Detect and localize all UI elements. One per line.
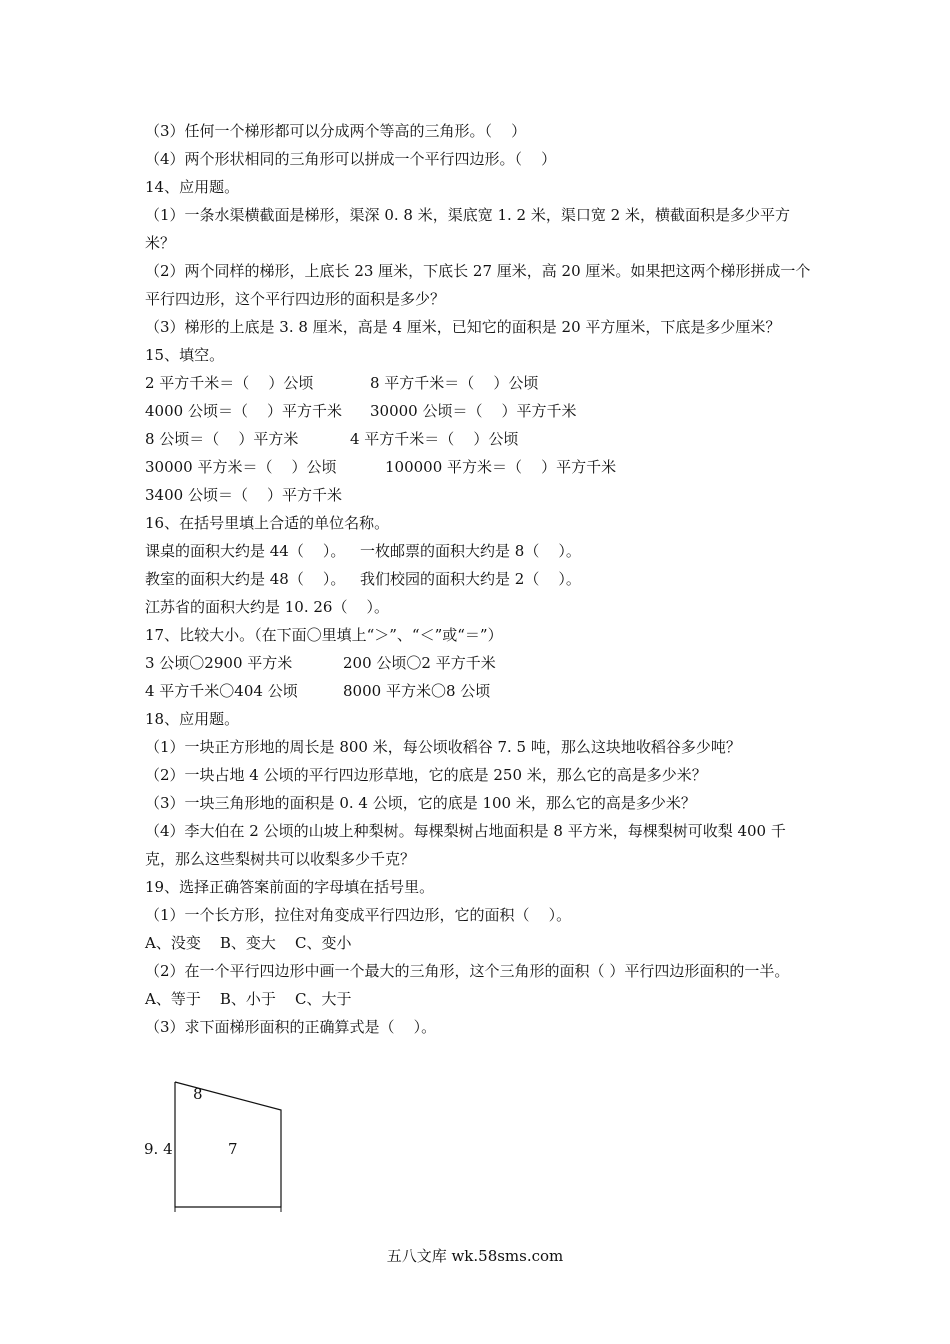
fill-item: 4000 公顷＝（ ）平方千米 (145, 402, 343, 420)
side-label: 9. 4 (144, 1140, 173, 1158)
question-18-4: （4）李大伯在 2 公顷的山坡上种梨树。每棵梨树占地面积是 8 平方米，每棵梨树可收梨 400 千克，那么这些梨树共可以收梨多少千克？ (145, 822, 786, 868)
fill-row (145, 369, 815, 397)
top-base-label: 8 (193, 1085, 203, 1103)
footer-watermark: 五八文库 wk.58sms.com (386, 1247, 564, 1265)
unit-item: 课桌的面积大约是 44（ ）。 (145, 542, 346, 560)
question-19-3: （3）求下面梯形面积的正确算式是（ ）。 (145, 1018, 437, 1036)
question-19-2-options: A、等于 B、小于 C、大于 (145, 990, 352, 1008)
compare-row (145, 649, 815, 677)
compare-item: 200 公顷〇2 平方千米 (343, 654, 496, 672)
unit-item: 我们校园的面积大约是 2（ ）。 (360, 570, 581, 588)
question-17-title: 17、比较大小。（在下面〇里填上“＞”、“＜”或“＝”） (145, 626, 503, 644)
fill-item: 30000 公顷＝（ ）平方千米 (370, 402, 577, 420)
question-13-4: （4）两个形状相同的三角形可以拼成一个平行四边形。（ ） (145, 150, 557, 168)
unit-row (145, 537, 815, 565)
question-18-1: （1）一块正方形地的周长是 800 米，每公顷收稻谷 7. 5 吨，那么这块地收稻谷多少吨？ (145, 738, 741, 756)
question-18-2: （2）一块占地 4 公顷的平行四边形草地，它的底是 250 米，那么它的高是多少米？ (145, 766, 707, 784)
question-14-3: （3）梯形的上底是 3. 8 厘米，高是 4 厘米，已知它的面积是 20 平方厘米，下底是多少厘米？ (145, 318, 781, 336)
unit-item: 一枚邮票的面积大约是 8（ ）。 (360, 542, 581, 560)
compare-item: 8000 平方米〇8 公顷 (343, 682, 491, 700)
unit-row (145, 565, 815, 593)
compare-item: 3 公顷〇2900 平方米 (145, 654, 293, 672)
fill-item: 30000 平方米＝（ ）公顷 (145, 458, 337, 476)
fill-item: 3400 公顷＝（ ）平方千米 (145, 486, 343, 504)
trapezoid-figure (140, 1078, 300, 1213)
fill-row (145, 397, 815, 425)
question-18-title: 18、应用题。 (145, 710, 240, 728)
question-14-title: 14、应用题。 (145, 178, 240, 196)
question-19-2: （2）在一个平行四边形中画一个最大的三角形，这个三角形的面积（ ）平行四边形面积的一半。 (145, 962, 790, 980)
question-19-1-options: A、没变 B、变大 C、变小 (145, 934, 352, 952)
question-18-3: （3）一块三角形地的面积是 0. 4 公顷，它的底是 100 米，那么它的高是多少米？ (145, 794, 696, 812)
question-16-title: 16、在括号里填上合适的单位名称。 (145, 514, 390, 532)
fill-item: 2 平方千米＝（ ）公顷 (145, 374, 314, 392)
question-14-2: （2）两个同样的梯形，上底长 23 厘米，下底长 27 厘米，高 20 厘米。如果把这两个梯形拼成一个平行四边形，这个平行四边形的面积是多少？ (145, 262, 811, 308)
compare-item: 4 平方千米〇404 公顷 (145, 682, 298, 700)
fill-item: 8 公顷＝（ ）平方米 (145, 430, 299, 448)
height-label: 7 (228, 1140, 238, 1158)
fill-item: 8 平方千米＝（ ）公顷 (370, 374, 539, 392)
fill-row (145, 453, 815, 481)
fill-item: 4 平方千米＝（ ）公顷 (350, 430, 519, 448)
question-19-1: （1）一个长方形，拉住对角变成平行四边形，它的面积（ ）。 (145, 906, 572, 924)
unit-item: 教室的面积大约是 48（ ）。 (145, 570, 346, 588)
question-19-title: 19、选择正确答案前面的字母填在括号里。 (145, 878, 435, 896)
question-15-title: 15、填空。 (145, 346, 225, 364)
fill-item: 100000 平方米＝（ ）平方千米 (385, 458, 617, 476)
unit-item: 江苏省的面积大约是 10. 26（ ）。 (145, 598, 390, 616)
question-14-1: （1）一条水渠横截面是梯形，渠深 0. 8 米，渠底宽 1. 2 米，渠口宽 2 米，横截面积是多少平方米？ (145, 206, 790, 252)
compare-row (145, 677, 815, 705)
fill-row (145, 425, 815, 453)
worksheet-body (145, 117, 815, 1041)
question-13-3: （3）任何一个梯形都可以分成两个等高的三角形。（ ） (145, 122, 527, 140)
